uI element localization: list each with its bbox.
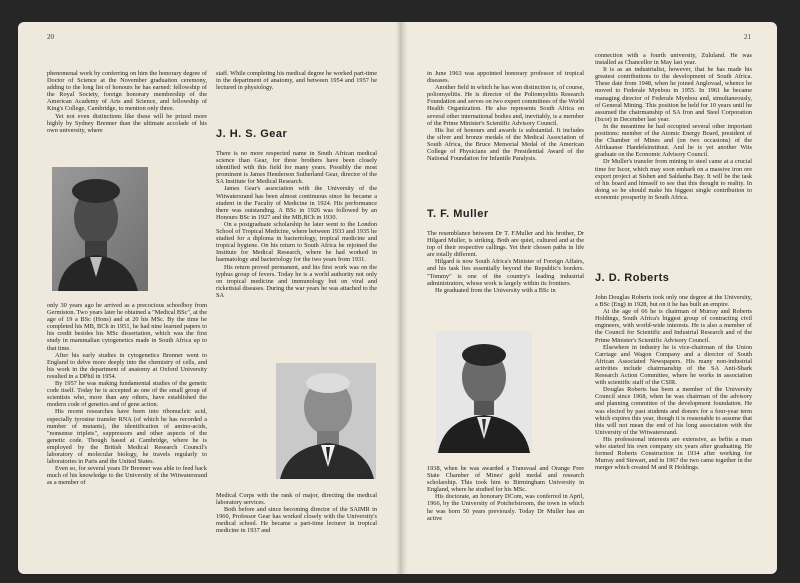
paragraph: Yet not even distinctions like these will be prized more highly by Sydney Brenner than the ultimate accolade of his own university, where (47, 112, 207, 134)
paragraph: After his early studies in cytogenetics Brenner went to England to delve more deeply into the chemistry of cells, and his work in the department of anatomy at Oxford University resulted in a DPhil in 1954. (47, 351, 207, 380)
photo-tf-muller (436, 331, 532, 453)
paragraph: There is no more respected name in South African medical science than Gear, for three brothers have been closely identified with this field for many years. Possibly the most prominent is James Henderson Sutherland Gear, director of the SA Institute for Medical Research. (216, 150, 377, 186)
paragraph: He graduated from the University with a BSc in (435, 286, 556, 294)
portrait-image (52, 167, 148, 291)
col1-bottom-text (47, 302, 207, 570)
col3-body-text (427, 230, 584, 318)
paragraph: On a postgraduate scholarship he later went to the London School of Tropical Medicine, where between 1933 and 1935 he studied for a diploma in bacteriology, tropical medicine and tropical hygiene. On his return to South Africa he rejoined the Institute for Medical Research, where he had worked in haematology and bacteriology for the two years from 1931. (216, 220, 377, 264)
paragraph: His return proved permanent, and his first work was on the typhus group of fevers. Today he is a world authority not only on tropical medicine and immunology but on viral and rickettsial diseases. During the war years he was attached to the SA (216, 263, 377, 299)
paragraph: only 30 years ago he arrived as a precocious schoolboy from Germiston. Two years later he obtained a "Medical BSc", at the age of 19 a BSc (Hons) and at 20 his MSc. By the time he completed his MB, BCh in 1951, he had nine learned papers to his credit besides his MSc dissertation, which was the first study in mammalian cytogenetics made in South Africa up to that time. (47, 302, 207, 352)
photo-jhs-gear (276, 363, 376, 479)
photo-sydney-brenner (52, 167, 148, 291)
paragraph: It is as an industrialist, however, that he has made his greatest contributions to the development of South Africa. These date from 1948, when he joined Anglovaal, whence he moved to Federale Mynbou in 1955. In 1961 he became managing director of Federale Mynbou and, simultaneously, of General Mining. This position he held for 10 years until he assumed the chairmanship of SA Iron and Steel Corporation (Iscor) in December last year. (595, 66, 752, 123)
paragraph: James Gear's association with the University of the Witwatersrand has been almost continuous since he became a student in the Faculty of Medicine in 1924. His performance there was outstanding. A BSc in 1926 was followed by an Honours BSc in 1927 and the MB,BCh in 1930. (216, 185, 377, 221)
paragraph: connection with a fourth university, Zululand. He was installed as Chancellor in May last year. (595, 52, 752, 67)
col2-top-text (216, 70, 377, 118)
section-heading-roberts: J. D. Roberts (595, 272, 670, 284)
col3-bottom-text (427, 465, 584, 570)
col4-body-text (595, 294, 752, 570)
section-heading-muller: T. F. Muller (427, 208, 489, 220)
section-heading-gear: J. H. S. Gear (216, 128, 288, 140)
col2-bottom-text (216, 492, 377, 570)
book-gutter (396, 22, 408, 574)
paragraph: in June 1963 was appointed honorary professor of tropical diseases. (427, 70, 584, 85)
paragraph: In the meantime he had occupied several other important positions: member of the Atomic Energy Board, president of the Chamber of Mines and (on two occasions) of the Afrikaanse Handelsinstituut. And he is yet another Wits graduate on the Economic Advisory Council. (595, 122, 752, 159)
paragraph: Even so, for several years Dr Brenner was able to feed back much of his knowledge to the University of the Witwatersrand as a member of (47, 465, 207, 487)
paragraph: John Douglas Roberts took only one degree at the University, a BSc (Eng) in 1928, but on it he has built an empire. (595, 294, 752, 309)
paragraph: Both before and since becoming director of the SAIMR in 1960, Professor Gear has worked closely with the University's medical school. He became a part-time lecturer in tropical medicine in 1937 and (216, 506, 377, 535)
paragraph: His professional interests are extensive, as befits a man who started his own company six years after graduating. He formed Roberts Construction in 1934 after working for Murray and Stewart, and in 1967 the two came together in the merger which created M and R Holdings. (595, 435, 752, 472)
paragraph: Another field in which he has won distinction is, of course, poliomyelitis. He is director of the Poliomyelitis Research Foundation and serves on two expert committees of the World Health Organization. He also represents South Africa on several other international bodies and, inevitably, is a member of the Prime Minister's Scientific Advisory Council. (427, 84, 584, 127)
paragraph: His recent researches have been into ribonucleic acid, especially tyrosine transfer RNA (of which he has recorded a number of mutants), the identification of amino-acids, "nonsense triplets", suppressors and other aspects of the genetic code. Though based at Cambridge, where he is employed by the British Medical Research Council's laboratory of molecular biology, he travels regularly to laboratories in Paris and the United States. (47, 408, 207, 466)
col4-top-text (595, 52, 752, 259)
paragraph: Dr Muller's transfer from mining to steel came at a crucial time for Iscor, which may soon embark on a massive iron ore export project at Sishen and Saldanha Bay. It will be the task of his board and himself to see that this thought to reality. In doing so he should make his biggest single contribution to economic prosperity in South Africa. (595, 158, 752, 201)
paragraph: staff. While completing his medical degree he worked part-time in the department of anatomy, and between 1954 and 1957 he lectured in physiology. (216, 70, 377, 92)
page-number-right: 21 (744, 33, 751, 41)
paragraph: 1938, when he was awarded a Transvaal and Orange Free State Chamber of Mines' gold medal and research scholarship. This took him to Birmingham University in England, where he studied for his MSc. (427, 465, 584, 494)
col1-top-text (47, 70, 207, 163)
paragraph: At the age of 66 he is chairman of Murray and Roberts Holdings, South Africa's biggest group of contracting civil engineers, with world-wide interests. He is also a member of the Council for Scientific and Industrial Research and of the Prime Minister's Scientific Advisory Council. (595, 308, 752, 344)
portrait-image (276, 363, 376, 479)
portrait-image (436, 331, 532, 453)
paragraph: By 1957 he was making fundamental studies of the genetic code itself. Today he is accepted as one of the small group of scientists who, more than any others, have established the modern code of genetics and of gene action. (47, 380, 207, 409)
col3-top-text (427, 70, 584, 192)
paragraph: His doctorate, an honorary DCom, was conferred in April, 1966, by the University of Potchefstroom, the town in which he was born 50 years previously. Today Dr Muller has an active (427, 493, 584, 522)
paragraph: phenomenal work by conferring on him the honorary degree of Doctor of Science at the November graduation ceremony, adding to the long list of honours he has earned: fellowship of the Royal Society, foreign honorary membership of the American Academy of Arts and Science, and fellowship of King's College, Cambridge, to mention only three. (47, 70, 207, 113)
paragraph: Douglas Roberts has been a member of the University Council since 1968, when he was chairman of the advisory and planning committee of the development foundation. He was elected by past students and donors for a four-year term which expires this year, though it is reasonable to assume that this will not mean the end of his long association with the University of the Witwatersrand. (595, 386, 752, 436)
col2-body-text (216, 150, 377, 375)
paragraph: His list of honours and awards is substantial. It includes the silver and bronze medals of the Medical Association of South Africa, the Bruce Memorial Medal of the American College of Physicians and the Presidential Award of the National Foundation for Infantile Paralysis. (427, 126, 584, 163)
paragraph: Elsewhere in industry he is vice-chairman of the Union Carriage and Wagon Company and a director of South African Associated Newspapers. His many non-industrial activities include chairmanship of the SA Anti-Shark Research Action Committee, where he works in association with scientific staff of the CSIR. (595, 343, 752, 387)
paragraph: The resemblance between Dr T. F.Muller and his brother, Dr Hilgard Muller, is striking. Both are quiet, cultured and at the top of their respective callings. Yet their chosen paths in life are totally different. (427, 230, 584, 259)
page-number-left: 20 (47, 33, 54, 41)
paragraph: Hilgard is now South Africa's Minister of Foreign Affairs, and his task lies essentially beyond the Republic's borders. "Tommy" is one of the country's leading industrial administrators, whose work is largely within its frontiers. (427, 258, 584, 287)
paragraph: Medical Corps with the rank of major, directing the medical laboratory services. (216, 492, 377, 507)
